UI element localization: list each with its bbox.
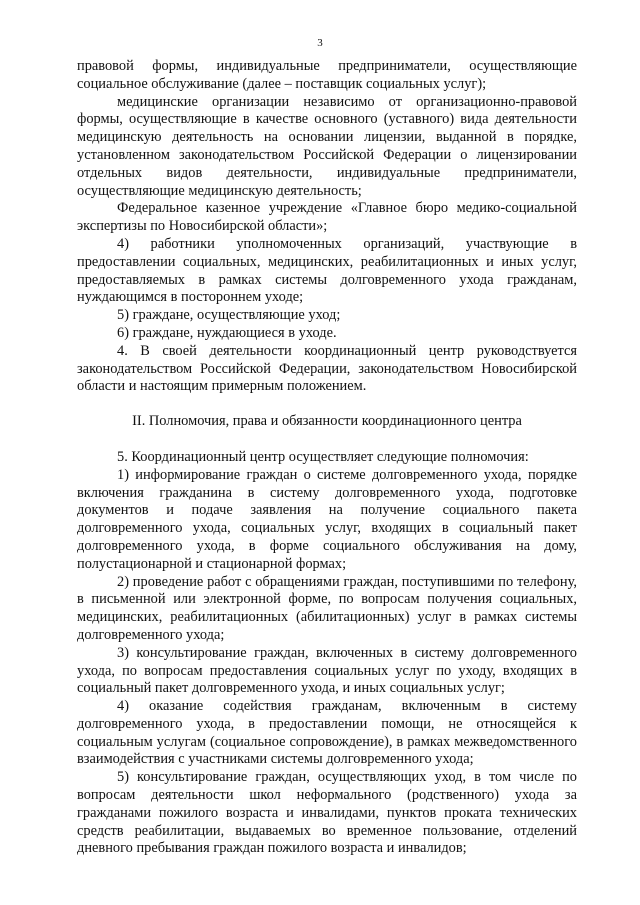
paragraph: 5) консультирование граждан, осуществляющих уход, в том числе по вопросам деятельности школ неформального (родственного) ухода за гражданами пожилого возраста и инвалидами, пунктов проката технических средств реабилитации, выдаваемых во временное пользование, отделений дневного пребывания граждан пожилого возраста и инвалидов;: [77, 769, 577, 857]
paragraph: 5) граждане, осуществляющие уход;: [117, 307, 341, 324]
paragraph: медицинские организации независимо от организационно-правовой формы, осуществляющие в качестве основного (уставного) вида деятельности медицинскую деятельность на основании лицензии, выданной в порядке, установленном законодательством Российской Федерации о лицензировании отдельных видов деятельности, индивидуальные предприниматели, осуществляющие медицинскую деятельность;: [77, 93, 577, 199]
document-body: [77, 58, 577, 858]
paragraph: 4) оказание содействия гражданам, включенным в систему долговременного ухода, в предоставлении помощи, не относящейся к социальным услугам (социальное сопровождение), в рамках межведомственного взаимодействия с участниками системы долговременного ухода;: [77, 698, 577, 768]
paragraph: 1) информирование граждан о системе долговременного ухода, порядке включения гражданина в систему долговременного ухода, подготовке документов и подаче заявления на получение социального пакета долговременного ухода, социальных услуг, входящих в социальный пакет долговременного ухода, в форме социального обслуживания на дому, полустационарной и стационарной формах;: [77, 466, 577, 572]
paragraph: правовой формы, индивидуальные предприниматели, осуществляющие социальное обслуживание (далее – поставщик социальных услуг);: [77, 58, 577, 92]
paragraph: 3) консультирование граждан, включенных в систему долговременного ухода, по вопросам предоставления социальных услуг по уходу, входящих в социальный пакет долговременного ухода, и иных социальных услуг;: [77, 644, 577, 697]
paragraph: 5. Координационный центр осуществляет следующие полномочия:: [117, 448, 529, 465]
paragraph: 6) граждане, нуждающиеся в уходе.: [117, 324, 337, 341]
paragraph: 4) работники уполномоченных организаций, участвующие в предоставлении социальных, медицинских, реабилитационных и иных услуг, предоставляемых в рамках системы долговременного ухода гражданам, нуждающимся в постороннем уходе;: [77, 235, 577, 306]
paragraph: Федеральное казенное учреждение «Главное бюро медико-социальной экспертизы по Новосибирской области»;: [77, 200, 577, 235]
paragraph: 2) проведение работ с обращениями граждан, поступившими по телефону, в письменной или электронной форме, по вопросам получения социальных, медицинских, реабилитационных (абилитационных) услуг в рамках системы долговременного ухода;: [77, 573, 577, 643]
page-number: 3: [317, 37, 323, 49]
paragraph: 4. В своей деятельности координационный центр руководствуется законодательством Российской Федерации, законодательством Новосибирской области и настоящим примерным положением.: [77, 342, 577, 395]
section-heading: II. Полномочия, права и обязанности координационного центра: [132, 413, 522, 430]
